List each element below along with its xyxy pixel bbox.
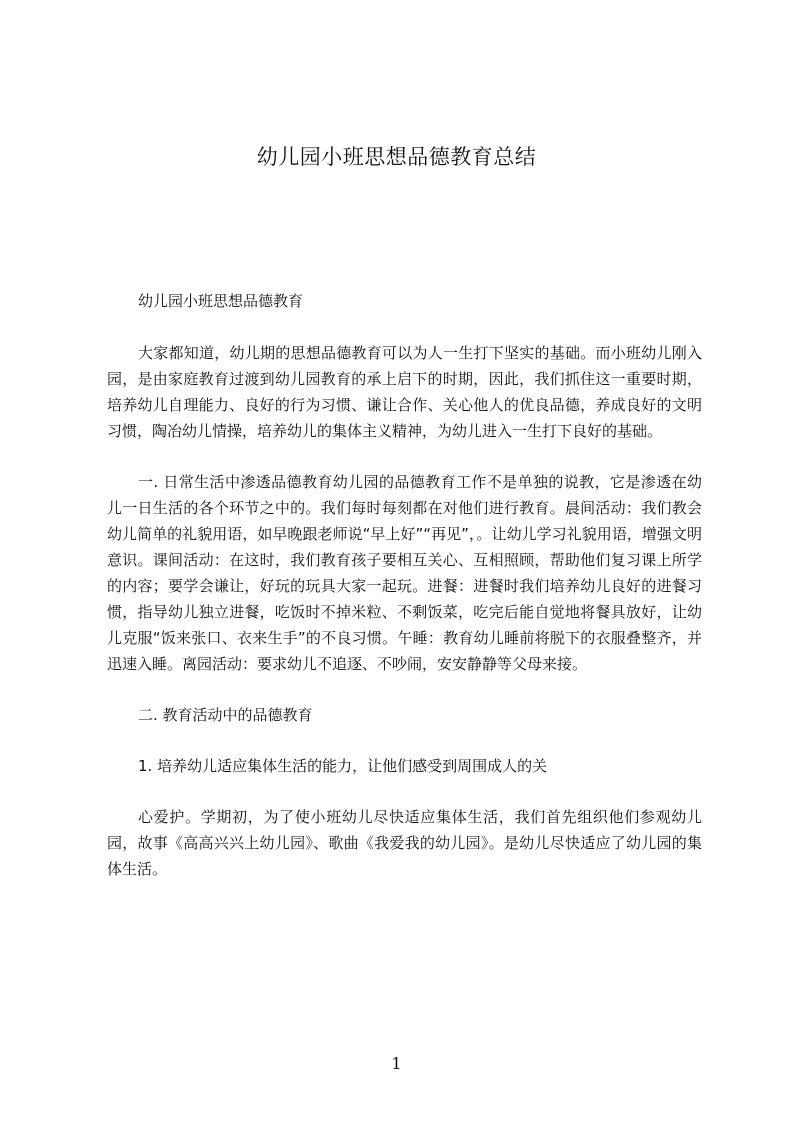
education-activities-heading: 二. 教育活动中的品德教育 (138, 706, 313, 724)
collective-life-paragraph: 心爱护。学期初，为了使小班幼儿尽快适应集体生活，我们首先组织他们参观幼儿园，故事《高高兴兴上幼儿园》、歌曲《我爱我的幼儿园》。是幼儿尽快适应了幼儿园的集体生活。 (107, 808, 702, 878)
section-heading: 幼儿园小班思想品德教育 (138, 292, 304, 310)
daily-life-section-paragraph: 一. 日常生活中渗透品德教育幼儿园的品德教育工作不是单独的说教，它是渗透在幼儿一日生活的各个环节之中的。我们每时每刻都在对他们进行教育。晨间活动：我们教会幼儿简单的礼貌用语，如早晚跟老师说“早上好”“再见”，。让幼儿学习礼貌用语，增强文明意识。课间活动：在这时，我们教育孩子要相互关心、互相照顾，帮助他们复习课上所学的内容；要学会谦让，好玩的玩具大家一起玩。进餐：进餐时我们培养幼儿良好的进餐习惯，指导幼儿独立进餐，吃饭时不掉米粒、不剩饭菜，吃完后能自觉地将餐具放好，让幼儿克服“饭来张口、衣来生手”的不良习惯。午睡：教育幼儿睡前将脱下的衣服叠整齐，并迅速入睡。离园活动：要求幼儿不追逐、不吵闹，安安静静等父母来接。 (107, 473, 702, 673)
collective-life-heading: 1. 培养幼儿适应集体生活的能力，让他们感受到周围成人的关 (138, 757, 548, 775)
intro-paragraph: 大家都知道，幼儿期的思想品德教育可以为人一生打下坚实的基础。而小班幼儿刚入园，是由家庭教育过渡到幼儿园教育的承上启下的时期，因此，我们抓住这一重要时期，培养幼儿自理能力、良好的行为习惯、谦让合作、关心他人的优良品德，养成良好的文明习惯，陶冶幼儿情操，培养幼儿的集体主义精神，为幼儿进入一生打下良好的基础。 (107, 344, 702, 440)
page-number: 1 (391, 1054, 402, 1073)
document-title: 幼儿园小班思想品德教育总结 (256, 145, 537, 169)
document-body (107, 288, 702, 882)
